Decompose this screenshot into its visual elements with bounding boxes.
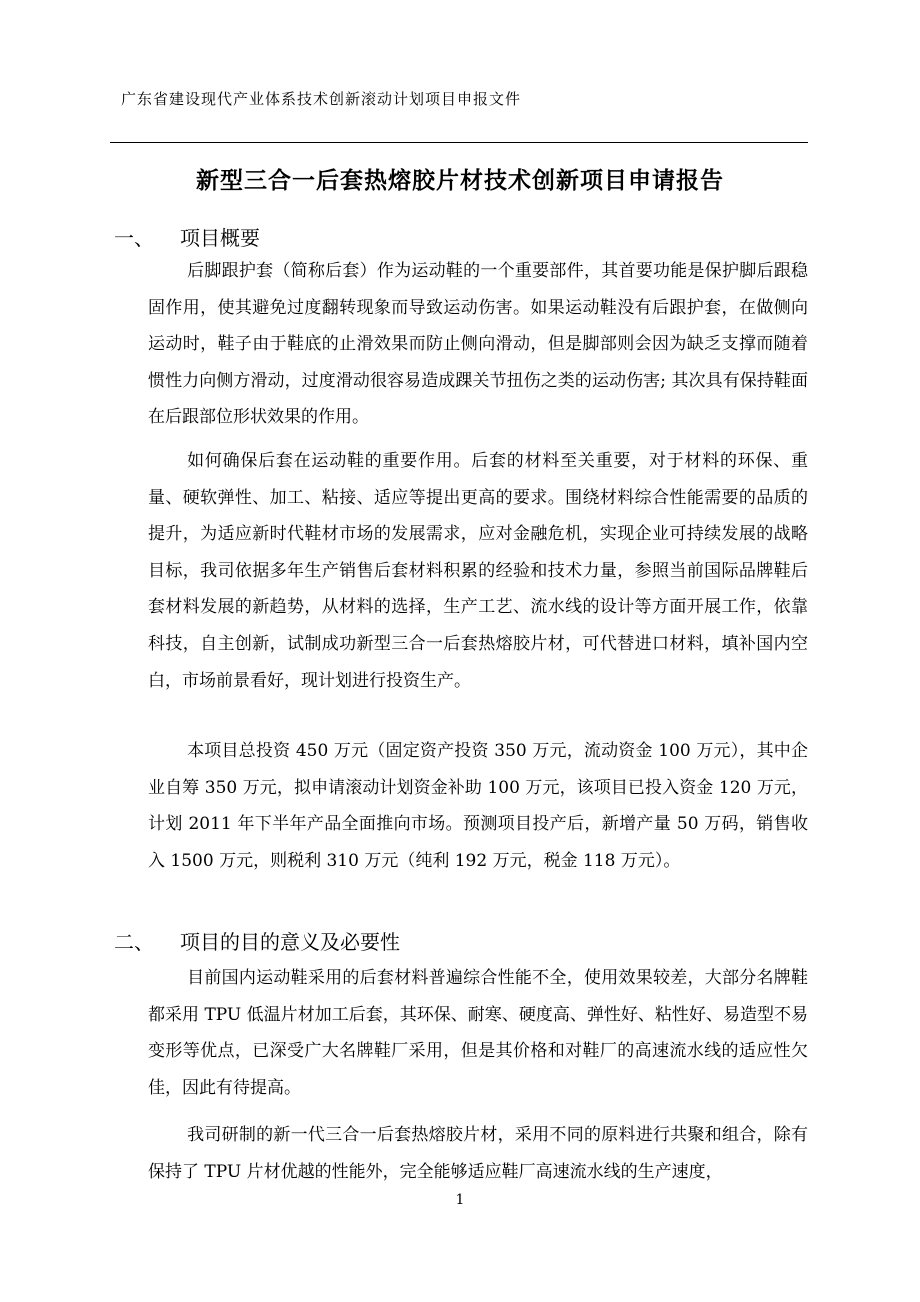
page-number: 1 bbox=[455, 1192, 465, 1208]
section-number: 一、 bbox=[114, 226, 154, 250]
paragraph: 如何确保后套在运动鞋的重要作用。后套的材料至关重要，对于材料的环保、重量、硬软弹性、加工、粘接、适应等提出更高的要求。围绕材料综合性能需要的品质的提升，为适应新时代鞋材市场的发展需求，应对金融危机，实现企业可持续发展的战略目标，我司依据多年生产销售后套材料积累的经验和技术力量，参照当前国际品牌鞋后套材料发展的新趋势，从材料的选择，生产工艺、流水线的设计等方面开展工作，依靠科技，自主创新，试制成功新型三合一后套热熔胶片材，可代替进口材料，填补国内空白，市场前景看好，现计划进行投资生产。 bbox=[148, 451, 808, 691]
header-rule bbox=[110, 142, 808, 143]
section-number: 二、 bbox=[114, 930, 154, 954]
section-heading-2 bbox=[114, 926, 400, 955]
section-title: 项目概要 bbox=[180, 226, 260, 250]
page-header: 广东省建设现代产业体系技术创新滚动计划项目申报文件 bbox=[121, 90, 522, 108]
paragraph: 目前国内运动鞋采用的后套材料普遍综合性能不全，使用效果较差，大部分名牌鞋都采用 TPU 低温片材加工后套，其环保、耐寒、硬度高、弹性好、粘性好、易造型不易变形等优点，已深受广大名牌鞋厂采用，但是其价格和对鞋厂的高速流水线的适应性欠佳，因此有待提高。 bbox=[148, 968, 808, 1098]
paragraph: 我司研制的新一代三合一后套热熔胶片材，采用不同的原料进行共聚和组合，除有保持了 TPU 片材优越的性能外，完全能够适应鞋厂高速流水线的生产速度， bbox=[148, 1125, 808, 1182]
paragraph: 本项目总投资 450 万元（固定资产投资 350 万元，流动资金 100 万元），其中企业自筹 350 万元，拟申请滚动计划资金补助 100 万元，该项目已投入资金 120 万元，计划 2011 年下半年产品全面推向市场。预测项目投产后，新增产量 50 万码，销售收入 1500 万元，则税利 310 万元（纯利 192 万元，税金 118 万元）。 bbox=[148, 741, 808, 871]
section-title: 项目的目的意义及必要性 bbox=[180, 930, 400, 954]
section-heading-1 bbox=[114, 222, 260, 251]
paragraph: 后脚跟护套（简称后套）作为运动鞋的一个重要部件，其首要功能是保护脚后跟稳固作用，使其避免过度翻转现象而导致运动伤害。如果运动鞋没有后跟护套，在做侧向运动时，鞋子由于鞋底的止滑效果而防止侧向滑动，但是脚部则会因为缺乏支撑而随着惯性力向侧方滑动，过度滑动很容易造成踝关节扭伤之类的运动伤害; 其次具有保持鞋面在后跟部位形状效果的作用。 bbox=[148, 261, 808, 428]
document-title: 新型三合一后套热熔胶片材技术创新项目申请报告 bbox=[196, 168, 724, 194]
